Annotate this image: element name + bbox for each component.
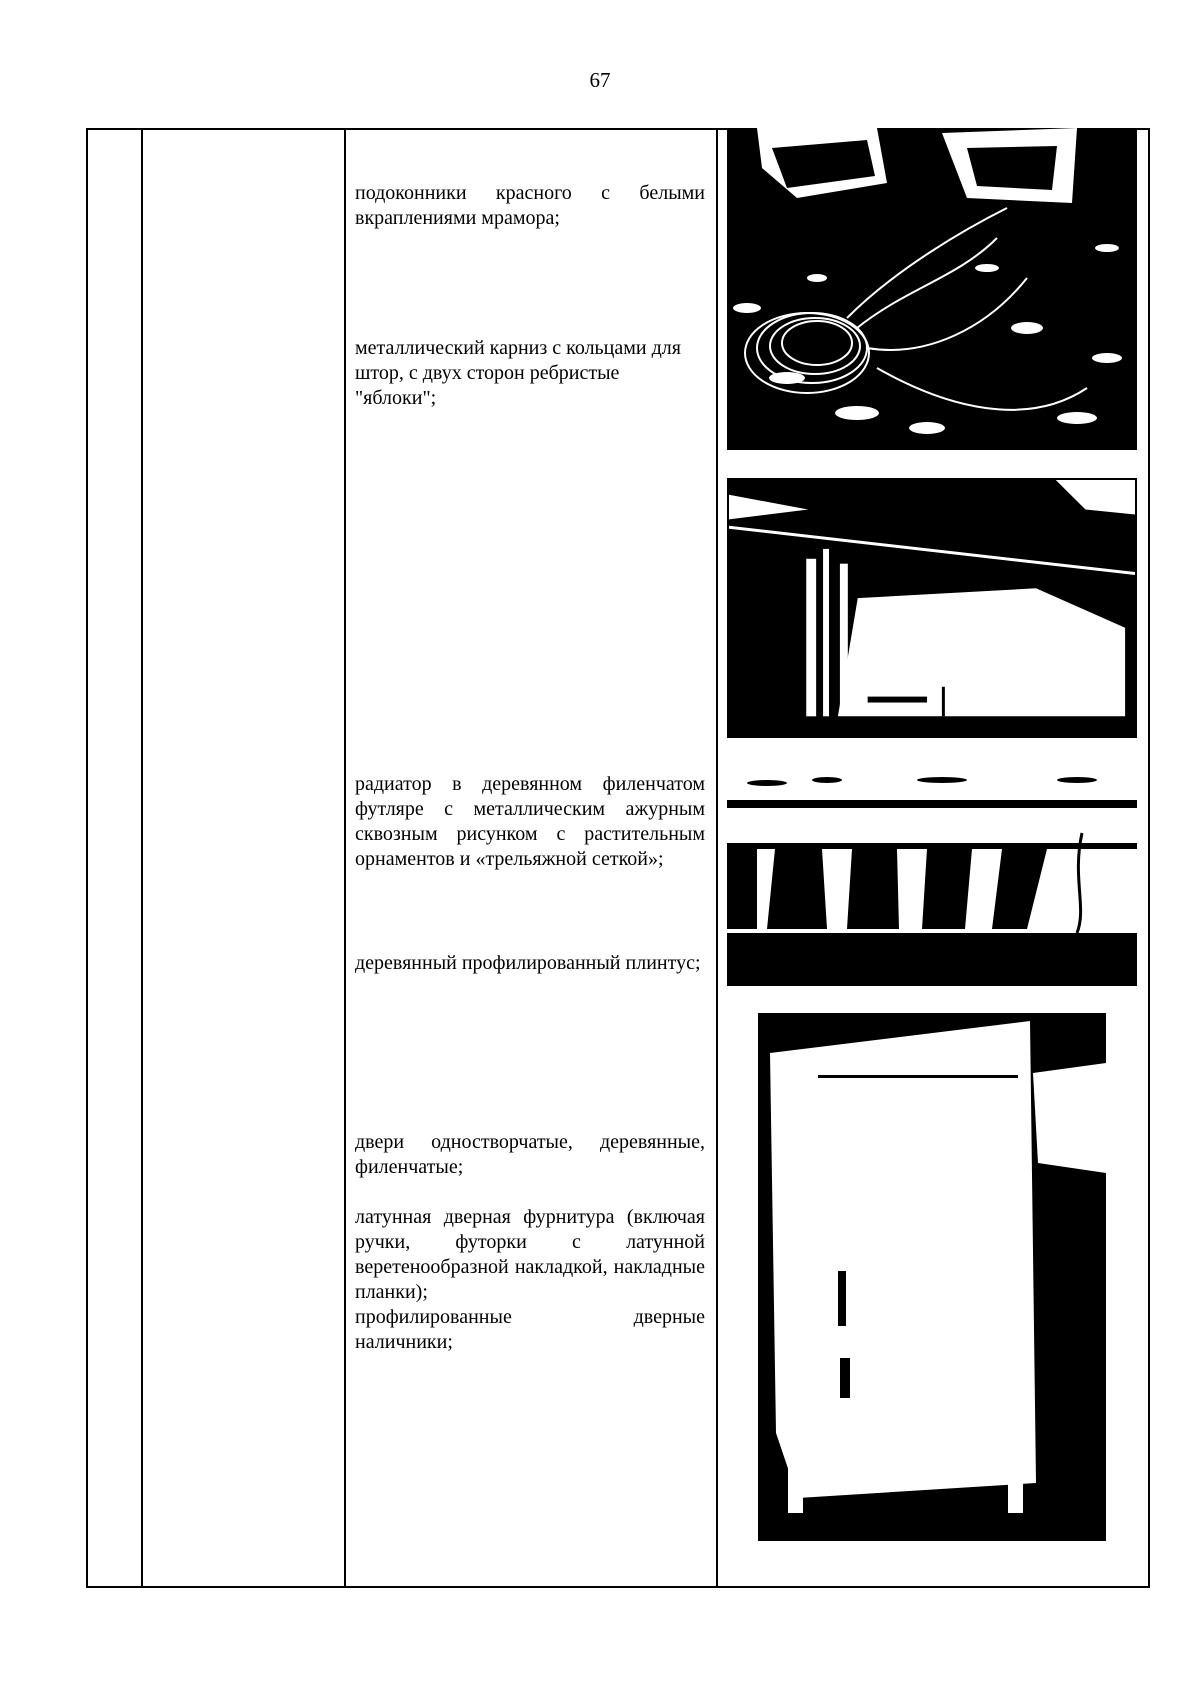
item-baseboard: деревянный профилированный плинтус;	[355, 952, 701, 974]
item-doors: двери одностворчатые, деревянные, филенчатые;	[355, 1131, 705, 1178]
photo-curtain-rod	[727, 478, 1137, 738]
item-door-trim	[355, 1305, 705, 1355]
item-door-trim-word-2: дверные	[633, 1306, 705, 1328]
column-divider-1	[141, 128, 143, 1588]
column-divider-2	[344, 128, 346, 1588]
photo-radiator-casing	[727, 768, 1137, 986]
item-window-sill: подоконники красного с белыми вкраплениями мрамора;	[355, 182, 705, 229]
item-curtain-rod: металлический карниз с кольцами для штор, с двух сторон ребристые "яблоки";	[355, 337, 681, 409]
photo-window-sill-with-cables	[727, 128, 1137, 450]
column-divider-3	[716, 128, 718, 1588]
item-door-hardware: латунная дверная фурнитура (включая ручки, футорки с латунной веретенообразной накладкой, накладные планки);	[355, 1206, 705, 1303]
item-door-trim-word-3: наличники;	[355, 1331, 453, 1353]
item-radiator-casing: радиатор в деревянном филенчатом футляре с металлическим ажурным сквозным рисунком с растительным орнаментов и «трельяжной сеткой»;	[355, 773, 705, 870]
item-door-trim-word-1: профилированные	[355, 1306, 512, 1328]
page-number: 67	[589, 68, 611, 92]
photo-door	[758, 1013, 1106, 1541]
